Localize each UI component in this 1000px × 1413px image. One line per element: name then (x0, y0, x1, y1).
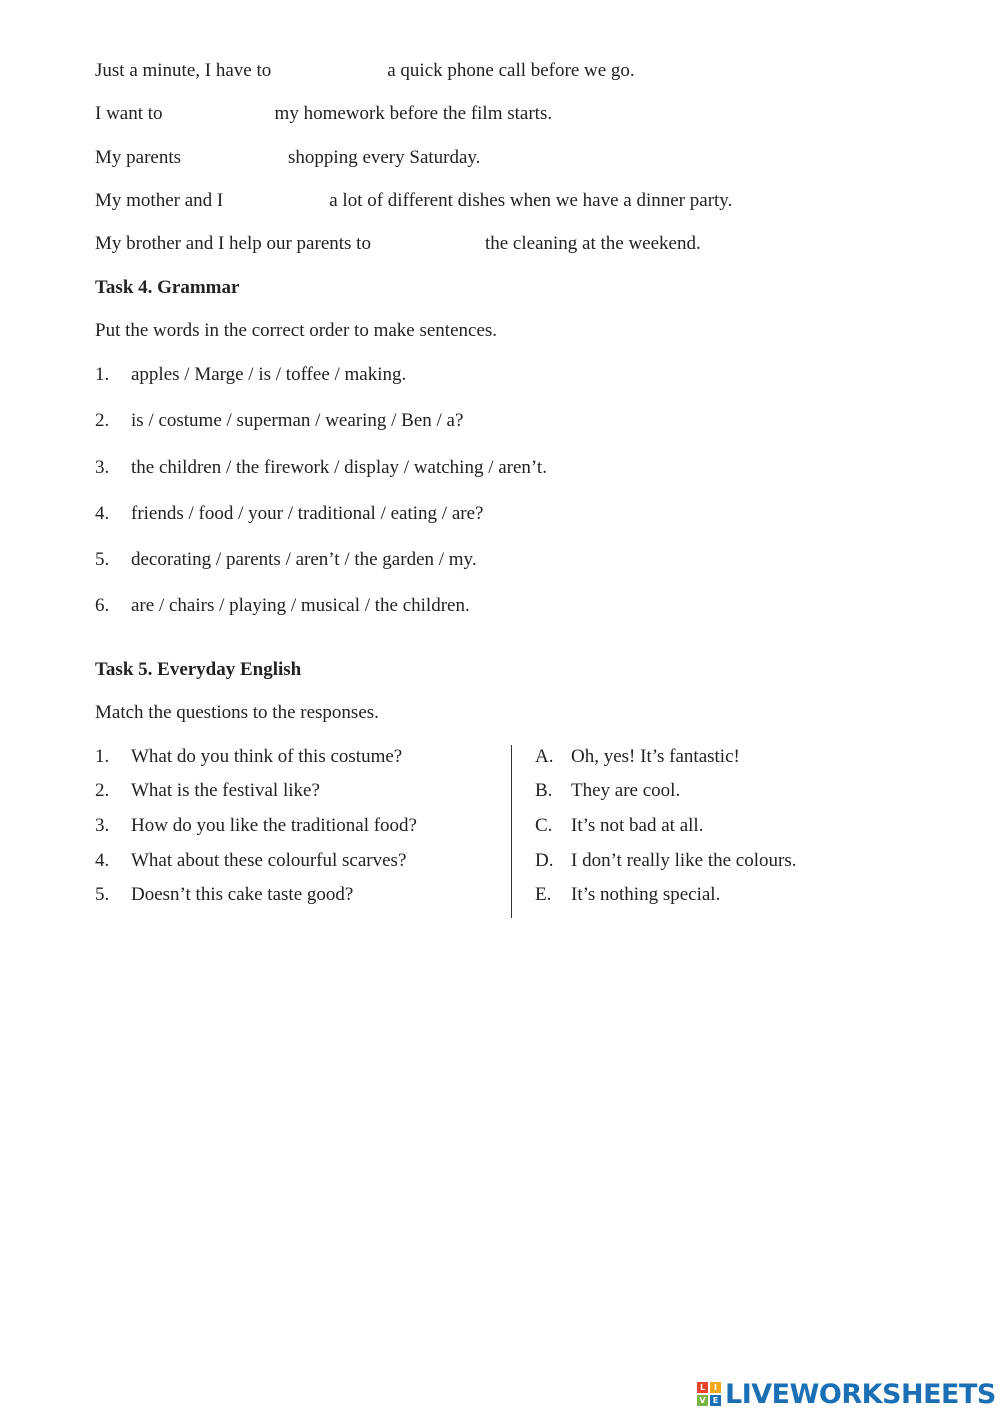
response-letter: E. (535, 884, 552, 905)
liveworksheets-logo[interactable] (697, 1376, 996, 1412)
logo-mark-icon (697, 1382, 721, 1406)
task5-heading: Task 5. Everyday English (95, 659, 302, 680)
item-number: 6. (95, 595, 110, 616)
fill-in-sentence (95, 232, 701, 256)
item-text: are / chairs / playing / musical / the children. (131, 595, 470, 616)
question-text: What do you think of this costume? (131, 746, 403, 767)
sentence-before: My parents (95, 147, 182, 168)
item-number: 3. (95, 457, 110, 478)
task4-heading: Task 4. Grammar (95, 277, 240, 298)
response-text: It’s nothing special. (571, 884, 721, 905)
fill-in-sentence (95, 59, 635, 83)
sentence-before: My brother and I help our parents to (95, 233, 371, 254)
question-number: 1. (95, 746, 110, 767)
sentence-after: a quick phone call before we go. (387, 60, 635, 81)
question-text: What about these colourful scarves? (131, 850, 407, 871)
item-text: friends / food / your / traditional / eating / are? (131, 503, 484, 524)
question-number: 5. (95, 884, 110, 905)
logo-letter: L (697, 1382, 708, 1393)
item-text: is / costume / superman / wearing / Ben / a? (131, 410, 464, 431)
logo-letter: I (710, 1382, 721, 1393)
task5-instruction: Match the questions to the responses. (95, 702, 379, 723)
response-text: I don’t really like the colours. (571, 850, 797, 871)
column-divider (511, 745, 512, 918)
logo-text: LIVEWORKSHEETS (725, 1378, 996, 1410)
item-number: 4. (95, 503, 110, 524)
item-number: 5. (95, 549, 110, 570)
response-letter: C. (535, 815, 553, 836)
response-letter: A. (535, 746, 554, 767)
sentence-before: Just a minute, I have to (95, 60, 272, 81)
task4-instruction: Put the words in the correct order to make sentences. (95, 320, 498, 341)
item-text: the children / the firework / display / watching / aren’t. (131, 457, 547, 478)
question-number: 2. (95, 780, 110, 801)
question-text: Doesn’t this cake taste good? (131, 884, 354, 905)
response-text: Oh, yes! It’s fantastic! (571, 746, 740, 767)
item-number: 2. (95, 410, 110, 431)
sentence-after: my homework before the film starts. (274, 103, 553, 124)
item-text: decorating / parents / aren’t / the garden / my. (131, 549, 477, 570)
response-letter: D. (535, 850, 554, 871)
sentence-after: shopping every Saturday. (288, 147, 481, 168)
logo-letter: V (697, 1395, 708, 1406)
fill-in-sentence (95, 146, 480, 170)
question-number: 3. (95, 815, 110, 836)
fill-in-sentence (95, 189, 732, 213)
response-text: They are cool. (571, 780, 681, 801)
sentence-after: the cleaning at the weekend. (484, 233, 701, 254)
question-number: 4. (95, 850, 110, 871)
item-text: apples / Marge / is / toffee / making. (131, 364, 407, 385)
sentence-before: My mother and I (95, 190, 224, 211)
response-letter: B. (535, 780, 553, 801)
response-text: It’s not bad at all. (571, 815, 704, 836)
sentence-after: a lot of different dishes when we have a dinner party. (329, 190, 733, 211)
item-number: 1. (95, 364, 110, 385)
question-text: How do you like the traditional food? (131, 815, 417, 836)
logo-letter: E (710, 1395, 721, 1406)
question-text: What is the festival like? (131, 780, 320, 801)
sentence-before: I want to (95, 103, 163, 124)
fill-in-sentence (95, 102, 552, 126)
